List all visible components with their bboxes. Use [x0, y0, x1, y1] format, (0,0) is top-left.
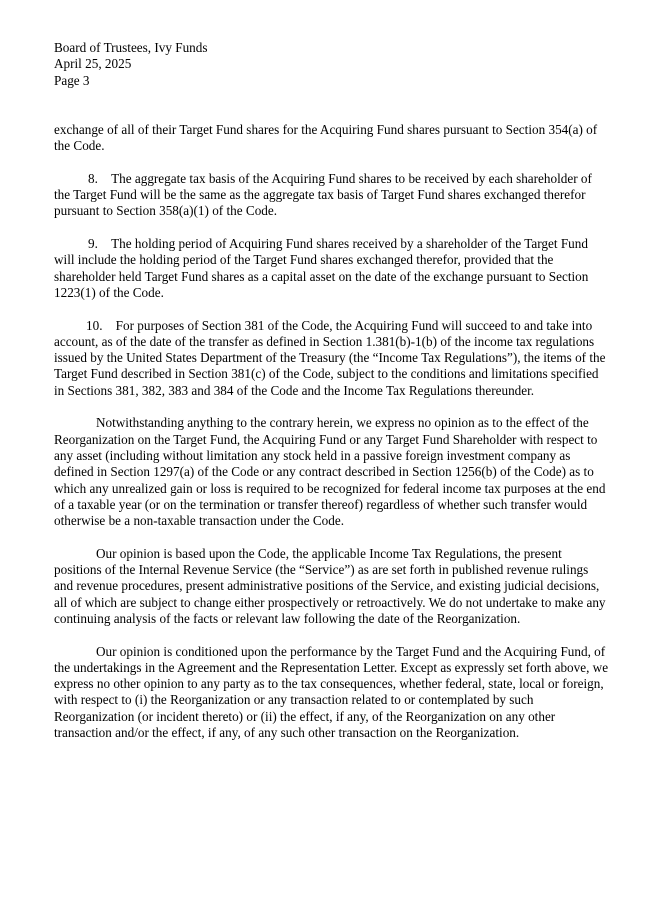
addressee-line: Board of Trustees, Ivy Funds	[54, 40, 208, 55]
paragraph-item-8	[54, 171, 610, 220]
paragraph-item-9	[54, 236, 610, 301]
item-number: 8.	[88, 170, 98, 186]
paragraph-text: Our opinion is conditioned upon the performance by the Target Fund and the Acquiring Fund, of the undertakings in the Agreement and the Representation Letter. Except as expressly set forth above, we express no other opinion to any party as to the tax consequences, whether federal, state, local or foreign, with respect to (i) the Reorganization or any transaction related to or contemplated by such Reorganization (or incident thereto) or (ii) the effect, if any, of the Reorganization on any other transaction and/or the effect, if any, of any such other transaction on the Reorganization.	[54, 643, 609, 740]
paragraph-item-10	[54, 318, 610, 399]
document-body	[54, 122, 610, 758]
paragraph-continued	[54, 122, 610, 155]
paragraph-text: The aggregate tax basis of the Acquiring Fund shares to be received by each shareholder of the Target Fund will be the same as the aggregate tax basis of Target Fund shares exchanged therefor pursuant to Section 358(a)(1) of the Code.	[54, 170, 592, 219]
paragraph-text: The holding period of Acquiring Fund shares received by a shareholder of the Target Fund will include the holding period of the Target Fund shares exchanged therefor, provided that the shareholder held Target Fund shares as a capital asset on the date of the exchange pursuant to Section 1223(1) of the Code.	[54, 236, 589, 300]
page-number-line: Page 3	[54, 72, 90, 88]
paragraph-opinion-basis	[54, 546, 610, 627]
paragraph-opinion-conditions	[54, 644, 610, 742]
date-line: April 25, 2025	[54, 56, 132, 72]
letterhead	[54, 40, 614, 89]
item-number: 10.	[86, 317, 103, 333]
paragraph-text: Notwithstanding anything to the contrary herein, we express no opinion as to the effect of the Reorganization on the Target Fund, the Acquiring Fund or any Target Fund Shareholder with respect to any asset (including without limitation any stock held in a passive foreign investment company as defined in Section 1297(a) of the Code or any contract described in Section 1256(b) of the Code) as to which any unrealized gain or loss is required to be recognized for federal income tax purposes at the end of a taxable year (or on the termination or transfer thereof) regardless of whether such transfer would otherwise be a non-taxable transaction under the Code.	[54, 415, 606, 529]
paragraph-notwithstanding	[54, 415, 610, 529]
paragraph-text: exchange of all of their Target Fund shares for the Acquiring Fund shares pursuant to Section 354(a) of the Code.	[54, 122, 598, 154]
paragraph-text: For purposes of Section 381 of the Code, the Acquiring Fund will succeed to and take into account, as of the date of the transfer as defined in Section 1.381(b)-1(b) of the income tax regulations issued by the United States Department of the Treasury (the “Income Tax Regulations”), the items of the Target Fund described in Section 381(c) of the Code, subject to the conditions and limitations specified in Sections 381, 382, 383 and 384 of the Code and the Income Tax Regulations thereunder.	[54, 317, 606, 398]
paragraph-text: Our opinion is based upon the Code, the applicable Income Tax Regulations, the present positions of the Internal Revenue Service (the “Service”) as are set forth in published revenue rulings and revenue procedures, present administrative positions of the Service, and existing judicial decisions, all of which are subject to change either prospectively or retroactively. We do not undertake to make any continuing analysis of the facts or relevant law following the date of the Reorganization.	[54, 545, 606, 626]
item-number: 9.	[88, 236, 98, 252]
